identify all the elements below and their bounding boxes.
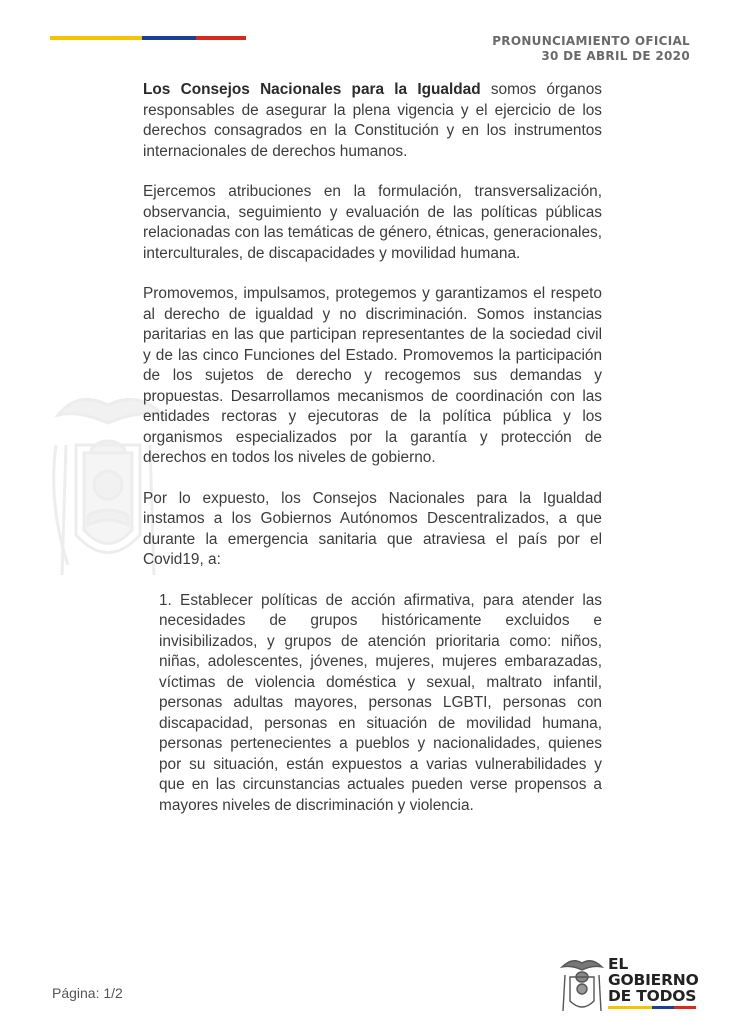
logo-line-3: DE TODOS [608,987,697,1005]
paragraph-3: Promovemos, impulsamos, protegemos y garantizamos el respeto al derecho de igualdad y no discriminación. Somos instancias paritarias en las que participan representantes de la sociedad civil y de las cinco Funciones del Estado. Promovemos la participación de los sujetos de derecho y recogemos sus demandas y propuestas. Desarrollamos mecanismos de coordinación con las entidades rectoras y ejecutoras de la política pública y los organismos especializados por la garantía y protección de derechos en todos los niveles de gobierno. [143,285,602,466]
flag-yellow-segment [50,36,142,40]
header-date: 30 DE ABRIL DE 2020 [541,49,690,63]
logo-stripe-red [674,1006,696,1009]
logo-line-2: GOBIERNO [608,971,699,989]
document-body [143,80,602,836]
logo-stripe-blue [652,1006,674,1009]
paragraph-1 [143,80,602,162]
paragraph-2: Ejercemos atribuciones en la formulación, transversalización, observancia, seguimiento y evaluación de las políticas públicas relacionadas con las temáticas de género, étnicas, generacionales, interculturales, de discapacidades y movilidad humana. [143,183,602,262]
header-title: PRONUNCIAMIENTO OFICIAL [492,34,690,48]
logo-line-1: EL [608,955,629,973]
government-logo [558,955,698,1013]
logo-wordmark [608,956,699,1004]
flag-color-bar [50,36,246,40]
logo-stripe-yellow [608,1006,652,1009]
list-item-1: 1. Establecer políticas de acción afirmativa, para atender las necesidades de grupos históricamente excluidos e invisibilizados, y grupos de atención prioritaria como: niños, niñas, adolescentes, jóvenes, mujeres, mujeres embarazadas, víctimas de violencia doméstica y sexual, maltrato infantil, personas adultas mayores, personas LGBTI, personas con discapacidad, personas en situación de movilidad humana, personas pertenecientes a pueblos y nacionalidades, quienes por su situación, están expuestos a varias vulnerabilidades y que en las circunstancias actuales pueden verse propensos a mayores niveles de discriminación y violencia. [159,591,602,814]
flag-blue-segment [142,36,196,40]
paragraph-1-text: somos órganos responsables de asegurar la plena vigencia y el ejercicio de los derechos consagrados en la Constitución y en los instrumentos internacionales de derechos humanos. [143,81,602,160]
coat-of-arms-icon [558,955,606,1013]
paragraph-1-lead: Los Consejos Nacionales para la Igualdad [143,81,481,98]
document-header [492,34,690,64]
flag-red-segment [196,36,246,40]
paragraph-4: Por lo expuesto, los Consejos Nacionales para la Igualdad instamos a los Gobiernos Autónomos Descentralizados, a que durante la emergencia sanitaria que atraviesa el país por el Covid19, a: [143,489,602,568]
logo-flag-stripe [608,1006,696,1009]
page-number: Página: 1/2 [52,985,123,1001]
